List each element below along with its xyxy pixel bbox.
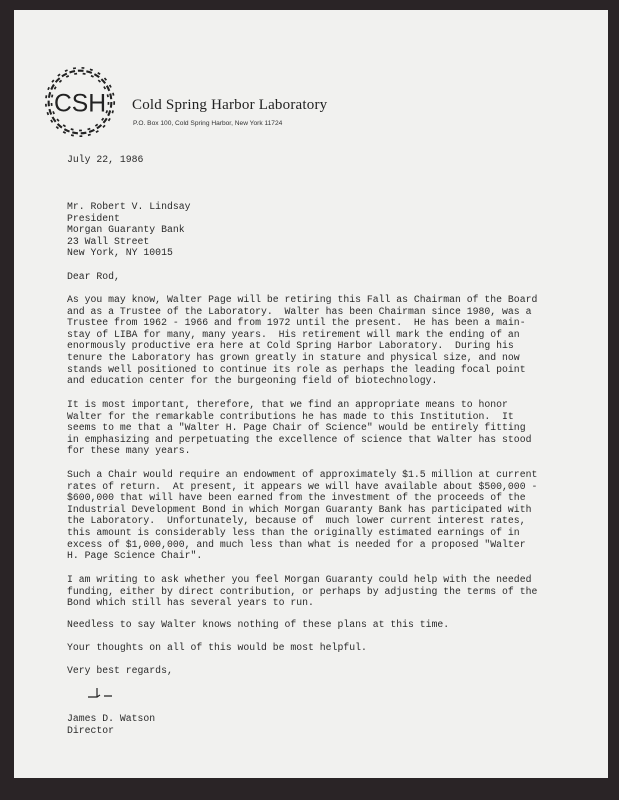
text-line: in emphasizing and perpetuating the excellence of science that Walter has stood <box>67 433 532 445</box>
paragraph-3 <box>67 469 537 562</box>
recipient-address <box>67 201 190 259</box>
text-line: Walter for the remarkable contributions he has made to this Institution. It <box>67 410 514 422</box>
text-line: It is most important, therefore, that we find an appropriate means to honor <box>67 399 508 410</box>
text-line: and education center for the burgeoning field of biotechnology. <box>67 375 438 387</box>
paragraph-5: Needless to say Walter knows nothing of these plans at this time. <box>67 619 450 630</box>
paragraph-1 <box>67 294 537 387</box>
text-line: enormously productive era here at Cold Spring Harbor Laboratory. During his <box>67 340 514 352</box>
csh-logo <box>42 64 118 140</box>
paragraph-4 <box>67 574 537 609</box>
salutation: Dear Rod, <box>67 271 120 282</box>
text-line: funding, either by direct contribution, or perhaps by adjusting the terms of the <box>67 585 538 597</box>
recipient-line: 23 Wall Street <box>67 235 150 247</box>
text-line: rates of return. At present, it appears we will have available about $500,000 - <box>67 480 538 492</box>
recipient-line: Mr. Robert V. Lindsay <box>67 201 191 212</box>
signature <box>86 686 116 700</box>
text-line: and as a Trustee of the Laboratory. Walter has been Chairman since 1980, was a <box>67 305 532 317</box>
text-line: H. Page Science Chair". <box>67 550 203 562</box>
organization-name: Cold Spring Harbor Laboratory <box>132 97 328 113</box>
logo-text: CSH <box>53 90 107 118</box>
text-line: stands well positioned to continue its role as perhaps the leading focal point <box>67 363 526 375</box>
closing: Very best regards, <box>67 665 173 676</box>
text-line: excess of $1,000,000, and much less than what is needed for a proposed "Walter <box>67 538 526 550</box>
recipient-line: New York, NY 10015 <box>67 247 173 259</box>
letter-date: July 22, 1986 <box>67 154 144 165</box>
text-line: for these many years. <box>67 445 191 457</box>
signatory-title: Director <box>67 724 115 736</box>
organization-address: P.O. Box 100, Cold Spring Harbor, New York 11724 <box>133 120 283 127</box>
text-line: the Laboratory. Unfortunately, because of much lower current interest rates, <box>67 515 526 527</box>
signatory <box>67 713 155 736</box>
signatory-name: James D. Watson <box>67 713 156 724</box>
recipient-line: Morgan Guaranty Bank <box>67 224 185 236</box>
text-line: tenure the Laboratory has grown greatly in stature and physical size, and now <box>67 351 520 363</box>
text-line: Such a Chair would require an endowment of approximately $1.5 million at current <box>67 469 538 480</box>
text-line: Bond which still has several years to run. <box>67 597 314 609</box>
text-line: stay of LIBA for many, many years. His retirement will mark the ending of an <box>67 328 520 340</box>
text-line: seems to me that a "Walter H. Page Chair of Science" would be entirely fitting <box>67 422 526 434</box>
letter-page <box>14 10 608 778</box>
text-line: As you may know, Walter Page will be retiring this Fall as Chairman of the Board <box>67 294 538 305</box>
text-line: Trustee from 1962 - 1966 and from 1972 until the present. He has been a main- <box>67 317 526 329</box>
paragraph-6: Your thoughts on all of this would be most helpful. <box>67 642 367 653</box>
text-line: $600,000 that will have been earned from the investment of the proceeds of the <box>67 492 526 504</box>
recipient-line: President <box>67 212 120 224</box>
paragraph-2 <box>67 399 531 457</box>
text-line: this amount is considerably less than the originally estimated earnings of in <box>67 526 520 538</box>
text-line: I am writing to ask whether you feel Morgan Guaranty could help with the needed <box>67 574 532 585</box>
text-line: Industrial Development Bond in which Morgan Guaranty Bank has participated with <box>67 503 532 515</box>
